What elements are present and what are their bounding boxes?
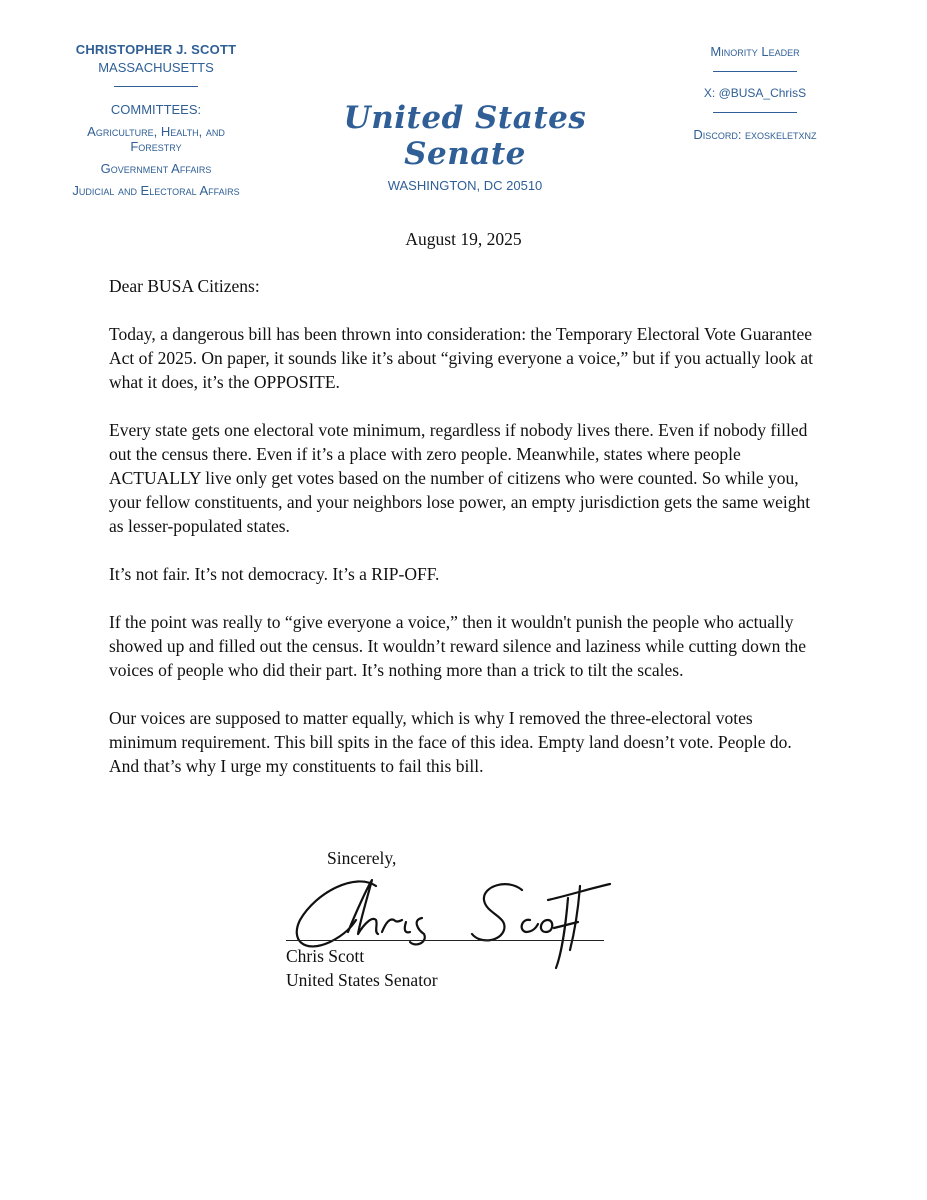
signature-line: [286, 940, 604, 941]
divider: [114, 86, 198, 87]
discord-handle: Discord: exoskeletxnz: [693, 127, 817, 142]
institution-name: United States Senate: [343, 100, 587, 172]
divider: [713, 71, 797, 72]
paragraph: Every state gets one electoral vote minimum, regardless if nobody lives there. Even if nobody filled out the census there. Even if it’s a place with zero people. Meanwhile, states where people ACTUALLY live only get votes based on the number of citizens who were counted. So while you, your fellow constituents, and your neighbors lose power, an empty jurisdiction gets the same weight as lesser-populated states.: [109, 420, 811, 536]
paragraph: If the point was really to “give everyone a voice,” then it wouldn't punish the people who actually showed up and filled out the census. It wouldn’t reward silence and laziness while cutting down the voices of people who did their part. It’s nothing more than a trick to tilt the scales.: [109, 612, 807, 680]
closing: Sincerely,: [327, 848, 397, 868]
signer-name: Chris Scott: [286, 946, 365, 966]
institution-address: WASHINGTON, DC 20510: [387, 178, 543, 193]
salutation: Dear BUSA Citizens:: [109, 276, 260, 296]
senator-state: MASSACHUSETTS: [98, 60, 214, 75]
committee-item: Judicial and Electoral Affairs: [72, 183, 240, 198]
letterhead-center: [300, 100, 630, 193]
letterhead-left: [40, 42, 272, 205]
committee-item: Agriculture, Health, and Forestry: [87, 124, 225, 154]
letterhead-right: [670, 44, 840, 142]
letter-body: [109, 230, 824, 802]
signer-block: [286, 944, 438, 992]
x-handle: X: @BUSA_ChrisS: [703, 86, 807, 100]
letter-date: August 19, 2025: [405, 229, 522, 249]
paragraph: It’s not fair. It’s not democracy. It’s a RIP-OFF.: [109, 564, 440, 584]
paragraph: Our voices are supposed to matter equally, which is why I removed the three-electoral votes minimum requirement. This bill spits in the face of this idea. Empty land doesn’t vote. People do. And that’s why I urge my constituents to fail this bill.: [109, 708, 792, 776]
senator-title: Minority Leader: [710, 44, 800, 59]
divider: [713, 112, 797, 113]
senator-name: CHRISTOPHER J. SCOTT: [75, 42, 237, 57]
committees-heading: COMMITTEES:: [110, 102, 202, 117]
signer-title: United States Senator: [286, 970, 438, 990]
paragraph: Today, a dangerous bill has been thrown into consideration: the Temporary Electoral Vote Guarantee Act of 2025. On paper, it sounds like it’s about “giving everyone a voice,” but if you actually look at what it does, it’s the OPPOSITE.: [109, 324, 813, 392]
committee-item: Government Affairs: [100, 161, 212, 176]
